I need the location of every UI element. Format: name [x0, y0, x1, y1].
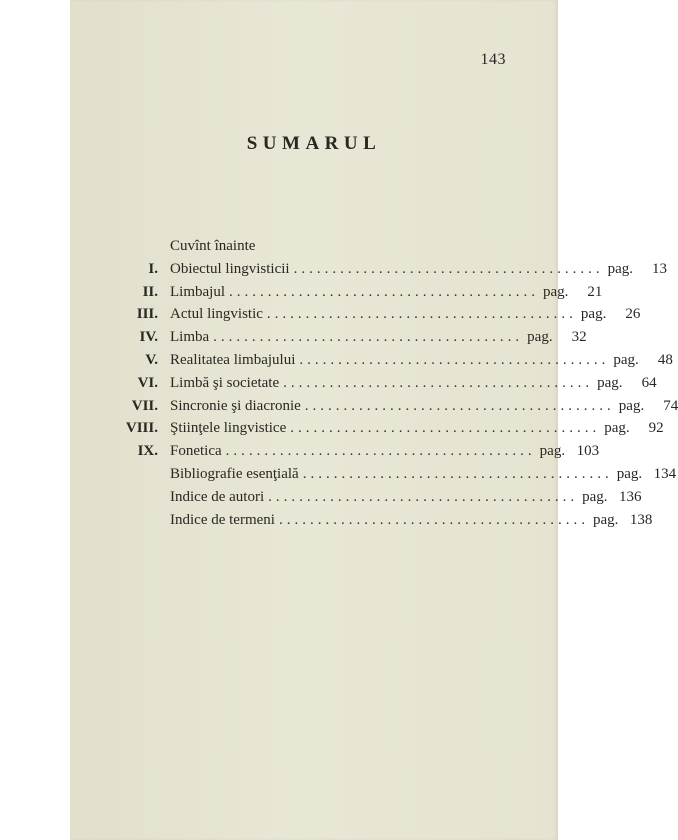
toc-page-number: 103	[576, 443, 600, 460]
toc-entry-label: Indice de autori	[170, 488, 265, 505]
toc-page-number: 26	[625, 306, 641, 323]
toc-page-number: 21	[587, 283, 603, 300]
toc-entry-row	[100, 349, 673, 372]
toc-preface-label: Cuvînt înainte	[170, 238, 256, 254]
toc-chapter-number: IX.	[137, 443, 158, 460]
toc-dot-leader: ........................................	[229, 283, 539, 300]
toc-pag-label: pag.	[539, 443, 566, 460]
toc-dot-leader: ........................................	[266, 306, 577, 323]
toc-pag-label: pag.	[582, 488, 608, 505]
toc-entry-row	[100, 395, 678, 418]
toc-dot-leader: ........................................	[290, 420, 601, 437]
toc-entries	[100, 258, 678, 532]
toc-pag-label: pag.	[597, 374, 623, 391]
toc-chapter-number: I.	[148, 260, 158, 277]
toc-pag-label: pag.	[527, 329, 553, 346]
toc-chapter-number: II.	[142, 283, 158, 300]
toc-page-number: 136	[619, 488, 642, 505]
toc-entry-label: Ştiinţele lingvistice	[170, 420, 287, 437]
toc-chapter-number: IV.	[139, 329, 158, 346]
book-page	[70, 0, 678, 840]
toc-page-number: 134	[653, 465, 677, 482]
toc-entry-row	[100, 326, 587, 349]
toc-dot-leader: ........................................	[213, 329, 524, 346]
toc-entry-label: Obiectul lingvisticii	[170, 260, 290, 277]
toc-entry-label: Limbajul	[170, 283, 225, 300]
toc-chapter-number: VIII.	[125, 420, 158, 437]
toc-page-number: 92	[648, 420, 664, 437]
toc-entry-row	[100, 258, 667, 281]
toc-entry-row	[100, 303, 641, 326]
toc-chapter-number: V.	[145, 351, 158, 368]
toc-page-number: 32	[571, 329, 587, 346]
toc-page-number: 48	[657, 351, 673, 368]
toc-entry-row	[100, 463, 677, 486]
toc-dot-leader: ........................................	[278, 511, 589, 528]
toc-entry-row	[100, 281, 603, 304]
page-number: 143	[480, 51, 506, 68]
toc-pag-label: pag.	[604, 420, 630, 437]
toc-dot-leader: ........................................	[268, 488, 579, 505]
toc-entry-label: Sincronie şi diacronie	[170, 397, 301, 414]
toc-page-number: 138	[629, 511, 653, 528]
toc-pag-label: pag.	[618, 397, 645, 414]
toc-entry-row	[100, 440, 600, 463]
toc-chapter-number: VI.	[137, 374, 158, 391]
toc-pag-label: pag.	[543, 283, 569, 300]
toc-entry-label: Fonetica	[170, 443, 222, 460]
table-of-contents	[100, 235, 678, 531]
toc-entry-label: Indice de termeni	[170, 511, 275, 528]
toc-page-number: 64	[641, 374, 657, 391]
toc-dot-leader: ........................................	[293, 260, 604, 277]
toc-dot-leader: ........................................	[302, 465, 613, 482]
toc-pag-label: pag.	[607, 260, 633, 277]
toc-dot-leader: ........................................	[299, 351, 610, 368]
toc-dot-leader: ........................................	[225, 443, 536, 460]
toc-entry-label: Bibliografie esenţială	[170, 465, 299, 482]
toc-dot-leader: ........................................	[304, 397, 615, 414]
toc-entry-label: Limba	[170, 329, 210, 346]
toc-pag-label: pag.	[613, 351, 639, 368]
toc-pag-label: pag.	[616, 465, 643, 482]
toc-pag-label: pag.	[592, 511, 619, 528]
toc-page-number: 13	[652, 260, 667, 277]
toc-entry-label: Realitatea limbajului	[170, 351, 296, 368]
toc-pag-label: pag.	[580, 306, 607, 323]
toc-entry-row	[100, 509, 653, 532]
toc-entry-label: Limbă şi societate	[170, 374, 280, 391]
toc-preface-row	[100, 235, 510, 258]
toc-entry-row	[100, 486, 642, 509]
toc-entry-row	[100, 372, 657, 395]
toc-dot-leader: ........................................	[283, 374, 594, 391]
toc-page-number: 74	[663, 397, 678, 414]
page-title: SUMARUL	[246, 133, 382, 154]
toc-chapter-number: VII.	[131, 397, 158, 414]
toc-chapter-number: III.	[136, 306, 158, 323]
toc-entry-row	[100, 417, 664, 440]
toc-entry-label: Actul lingvistic	[170, 306, 263, 323]
